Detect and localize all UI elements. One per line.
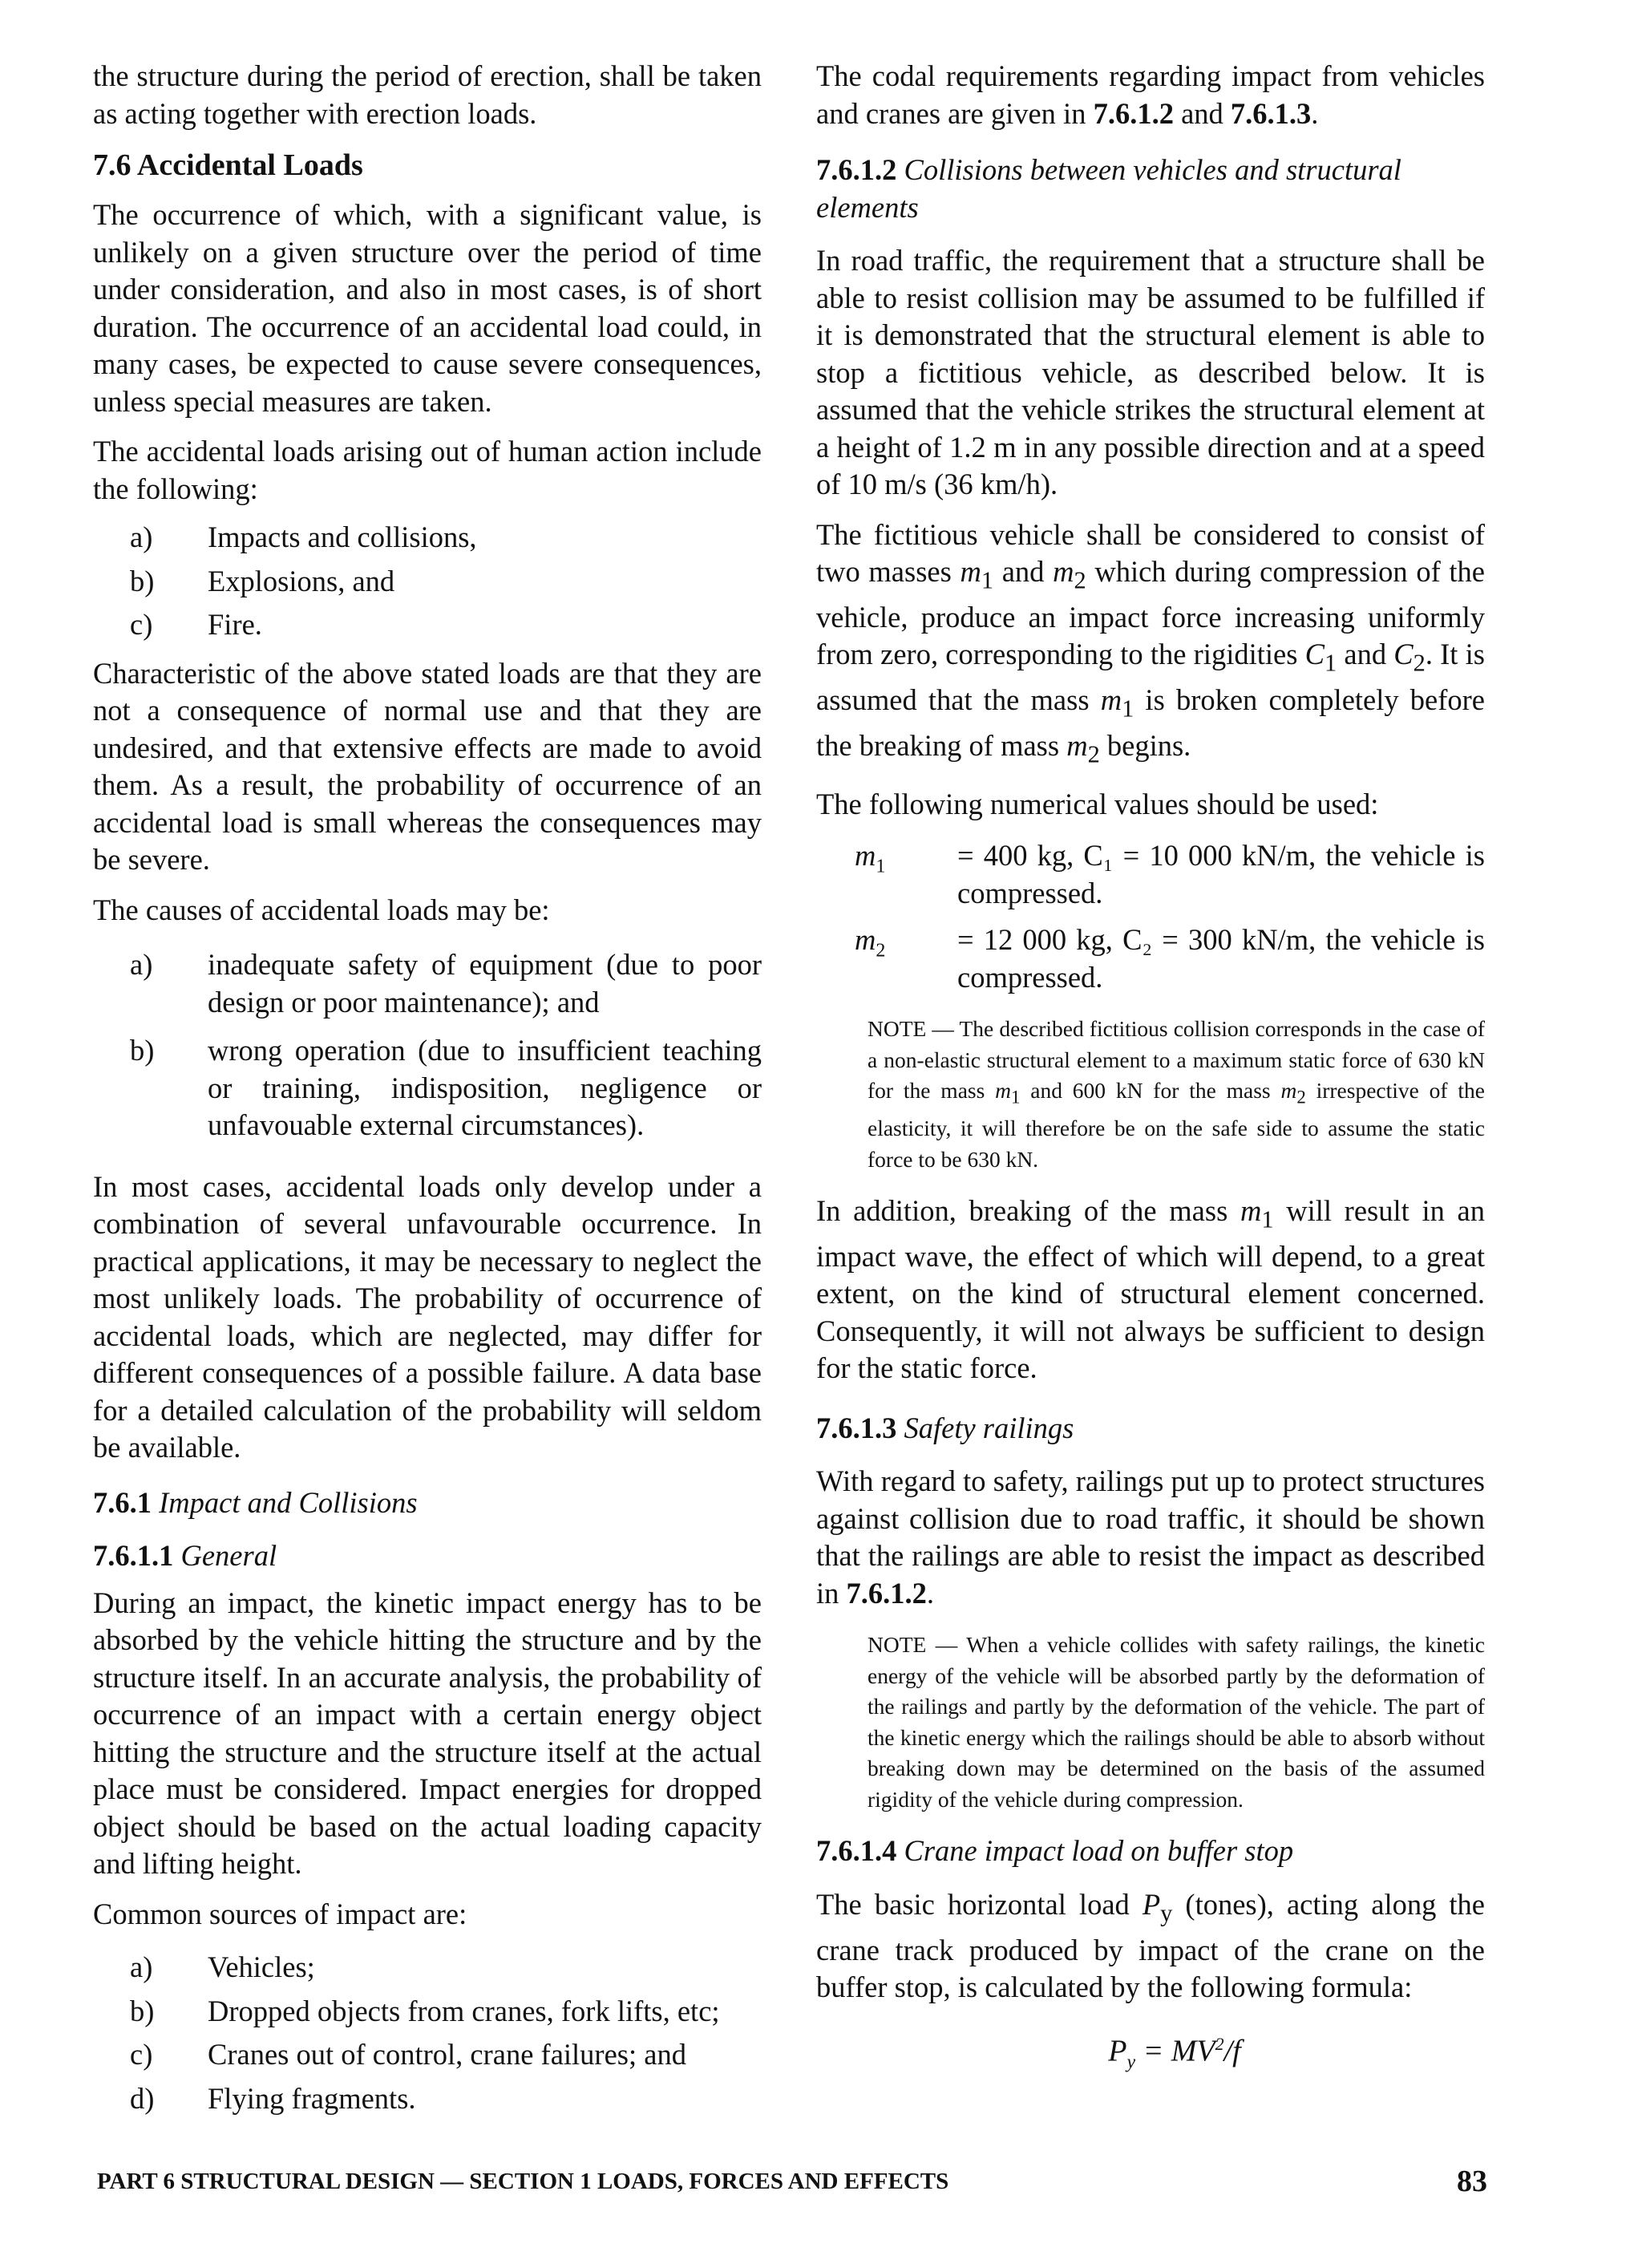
- paragraph: The fictitious vehicle shall be considered to consist of two masses $m_1$ and $m_2$ which during compression of the vehicle, produce an impact force increasing uniformly from zero, corresponding to the rigidities $C_1$ and $C_2$. It is assumed that the mass $m_1$ is broken completely before the breaking of mass $m_2$ begins.: [816, 517, 1486, 768]
- subheading-7-6-1: 7.6.1 Impact and Collisions: [93, 1485, 418, 1519]
- paragraph: In most cases, accidental loads only develop under a combination of several unfavourable occurrence. In practical applications, it may be necessary to neglect the most unlikely loads. The probability of occurrence of accidental loads, which are neglected, may differ for different consequences of a possible failure. A data base for a detailed calculation of the probability will seldom be available.: [93, 1169, 762, 1464]
- footer-title: PART 6 STRUCTURAL DESIGN — SECTION 1 LOADS, FORCES AND EFFECTS: [97, 2169, 949, 2194]
- paragraph: The causes of accidental loads may be:: [93, 893, 550, 926]
- continued-paragraph: the structure during the period of erection, shall be taken as acting together with erection loads.: [93, 59, 762, 130]
- section-heading-7-6: 7.6 Accidental Loads: [93, 148, 363, 182]
- list-item: b) Dropped objects from cranes, fork lifts, etc;: [130, 1994, 720, 2027]
- page-footer: [97, 2165, 1487, 2198]
- list-item: d) Flying fragments.: [130, 2081, 416, 2115]
- left-column: [93, 58, 762, 2128]
- list-accidental-loads: [93, 519, 762, 644]
- list-item: c) Cranes out of control, crane failures; and: [130, 2038, 686, 2071]
- paragraph: The basic horizontal load $P_y$ (tones), acting along the crane track produced by impact of the crane on the buffer stop, is calculated by the following formula:: [816, 1887, 1485, 2004]
- list-causes: [93, 946, 762, 1144]
- note-safety-railings: NOTE — When a vehicle collides with safety railings, the kinetic energy of the vehicle will be absorbed partly by the deformation of the railings and partly by the deformation of the vehicle. The part of the kinetic energy which the railings should be able to absorb without breaking down may be determined on the basis of the assumed rigidity of the vehicle during compression.: [868, 1632, 1485, 1812]
- list-item: b) wrong operation (due to insufficient teaching or training, indisposition, negligence or unfavouable external circumstances).: [130, 1034, 762, 1141]
- subheading-7-6-1-4: 7.6.1.4 Crane impact load on buffer stop: [816, 1834, 1294, 1868]
- list-item: a) Impacts and collisions,: [130, 520, 477, 553]
- list-item: c) Fire.: [130, 608, 262, 641]
- subheading-7-6-1-2: 7.6.1.2 Collisions between vehicles and structural elements: [816, 153, 1401, 224]
- list-item: a) Vehicles;: [130, 1950, 315, 1983]
- paragraph: Characteristic of the above stated loads are that they are not a consequence of normal use and that they are undesired, and that extensive effects are made to avoid them. As a result, the probability of occurrence of an accidental load is small whereas the consequences may be severe.: [93, 656, 762, 876]
- paragraph: In road traffic, the requirement that a structure shall be able to resist collision may be assumed to be fulfilled if it is demonstrated that the structural element is able to stop a fictitious vehicle, as described below. It is assumed that the vehicle strikes the structural element at a height of 1.2 m in any possible direction and at a speed of 10 m/s (36 km/h).: [816, 244, 1485, 500]
- list-impact-sources: [93, 1949, 762, 2117]
- formula-crane-impact: $P_y = MV^2/f$: [1108, 2033, 1241, 2073]
- paragraph: The accidental loads arising out of human action include the following:: [93, 435, 762, 505]
- value-m2: $m_2$ = 12 000 kg, C₂ = 300 kN/m, the vehicle is compressed.: [855, 923, 1485, 994]
- paragraph: The following numerical values should be used:: [816, 787, 1379, 820]
- subheading-7-6-1-1: 7.6.1.1 General: [93, 1539, 277, 1572]
- list-item: b) Explosions, and: [130, 564, 395, 597]
- paragraph: In addition, breaking of the mass $m_1$ will result in an impact wave, the effect of which will depend, to a great extent, on the kind of structural element concerned. Consequently, it will not always be sufficient to design for the static force.: [816, 1194, 1485, 1385]
- page-number: 83: [1457, 2165, 1487, 2198]
- paragraph: During an impact, the kinetic impact energy has to be absorbed by the vehicle hitting the structure and by the structure itself. In an accurate analysis, the probability of occurrence of an impact with a certain energy object hitting the structure and the structure itself at the actual place must be considered. Impact energies for dropped object should be based on the actual loading capacity and lifting height.: [93, 1586, 762, 1880]
- list-item: a) inadequate safety of equipment (due to poor design or poor maintenance); and: [130, 948, 762, 1019]
- paragraph: The codal requirements regarding impact from vehicles and cranes are given in 7.6.1.2 and 7.6.1.3.: [816, 59, 1485, 130]
- numerical-values: [855, 837, 1485, 996]
- right-column: [816, 58, 1485, 2082]
- subheading-7-6-1-3: 7.6.1.3 Safety railings: [816, 1411, 1074, 1444]
- paragraph: With regard to safety, railings put up to protect structures against collision due to road traffic, it should be shown that the railings are able to resist the impact as described in 7.6.1.2.: [816, 1464, 1485, 1610]
- note-fictitious-collision: NOTE — The described fictitious collision corresponds in the case of a non-elastic structural element to a maximum static force of 630 kN for the mass $m_1$ and 600 kN for the mass $m_2$ irrespective of the elasticity, it will therefore be on the safe side to assume the static force to be 630 kN.: [868, 1016, 1485, 1172]
- paragraph: The occurrence of which, with a significant value, is unlikely on a given structure over the period of time under consideration, and also in most cases, is of short duration. The occurrence of an accidental load could, in many cases, be expected to cause severe consequences, unless special measures are taken.: [93, 198, 762, 418]
- paragraph: Common sources of impact are:: [93, 1897, 467, 1930]
- value-m1: $m_1$ = 400 kg, C₁ = 10 000 kN/m, the vehicle is compressed.: [855, 839, 1485, 909]
